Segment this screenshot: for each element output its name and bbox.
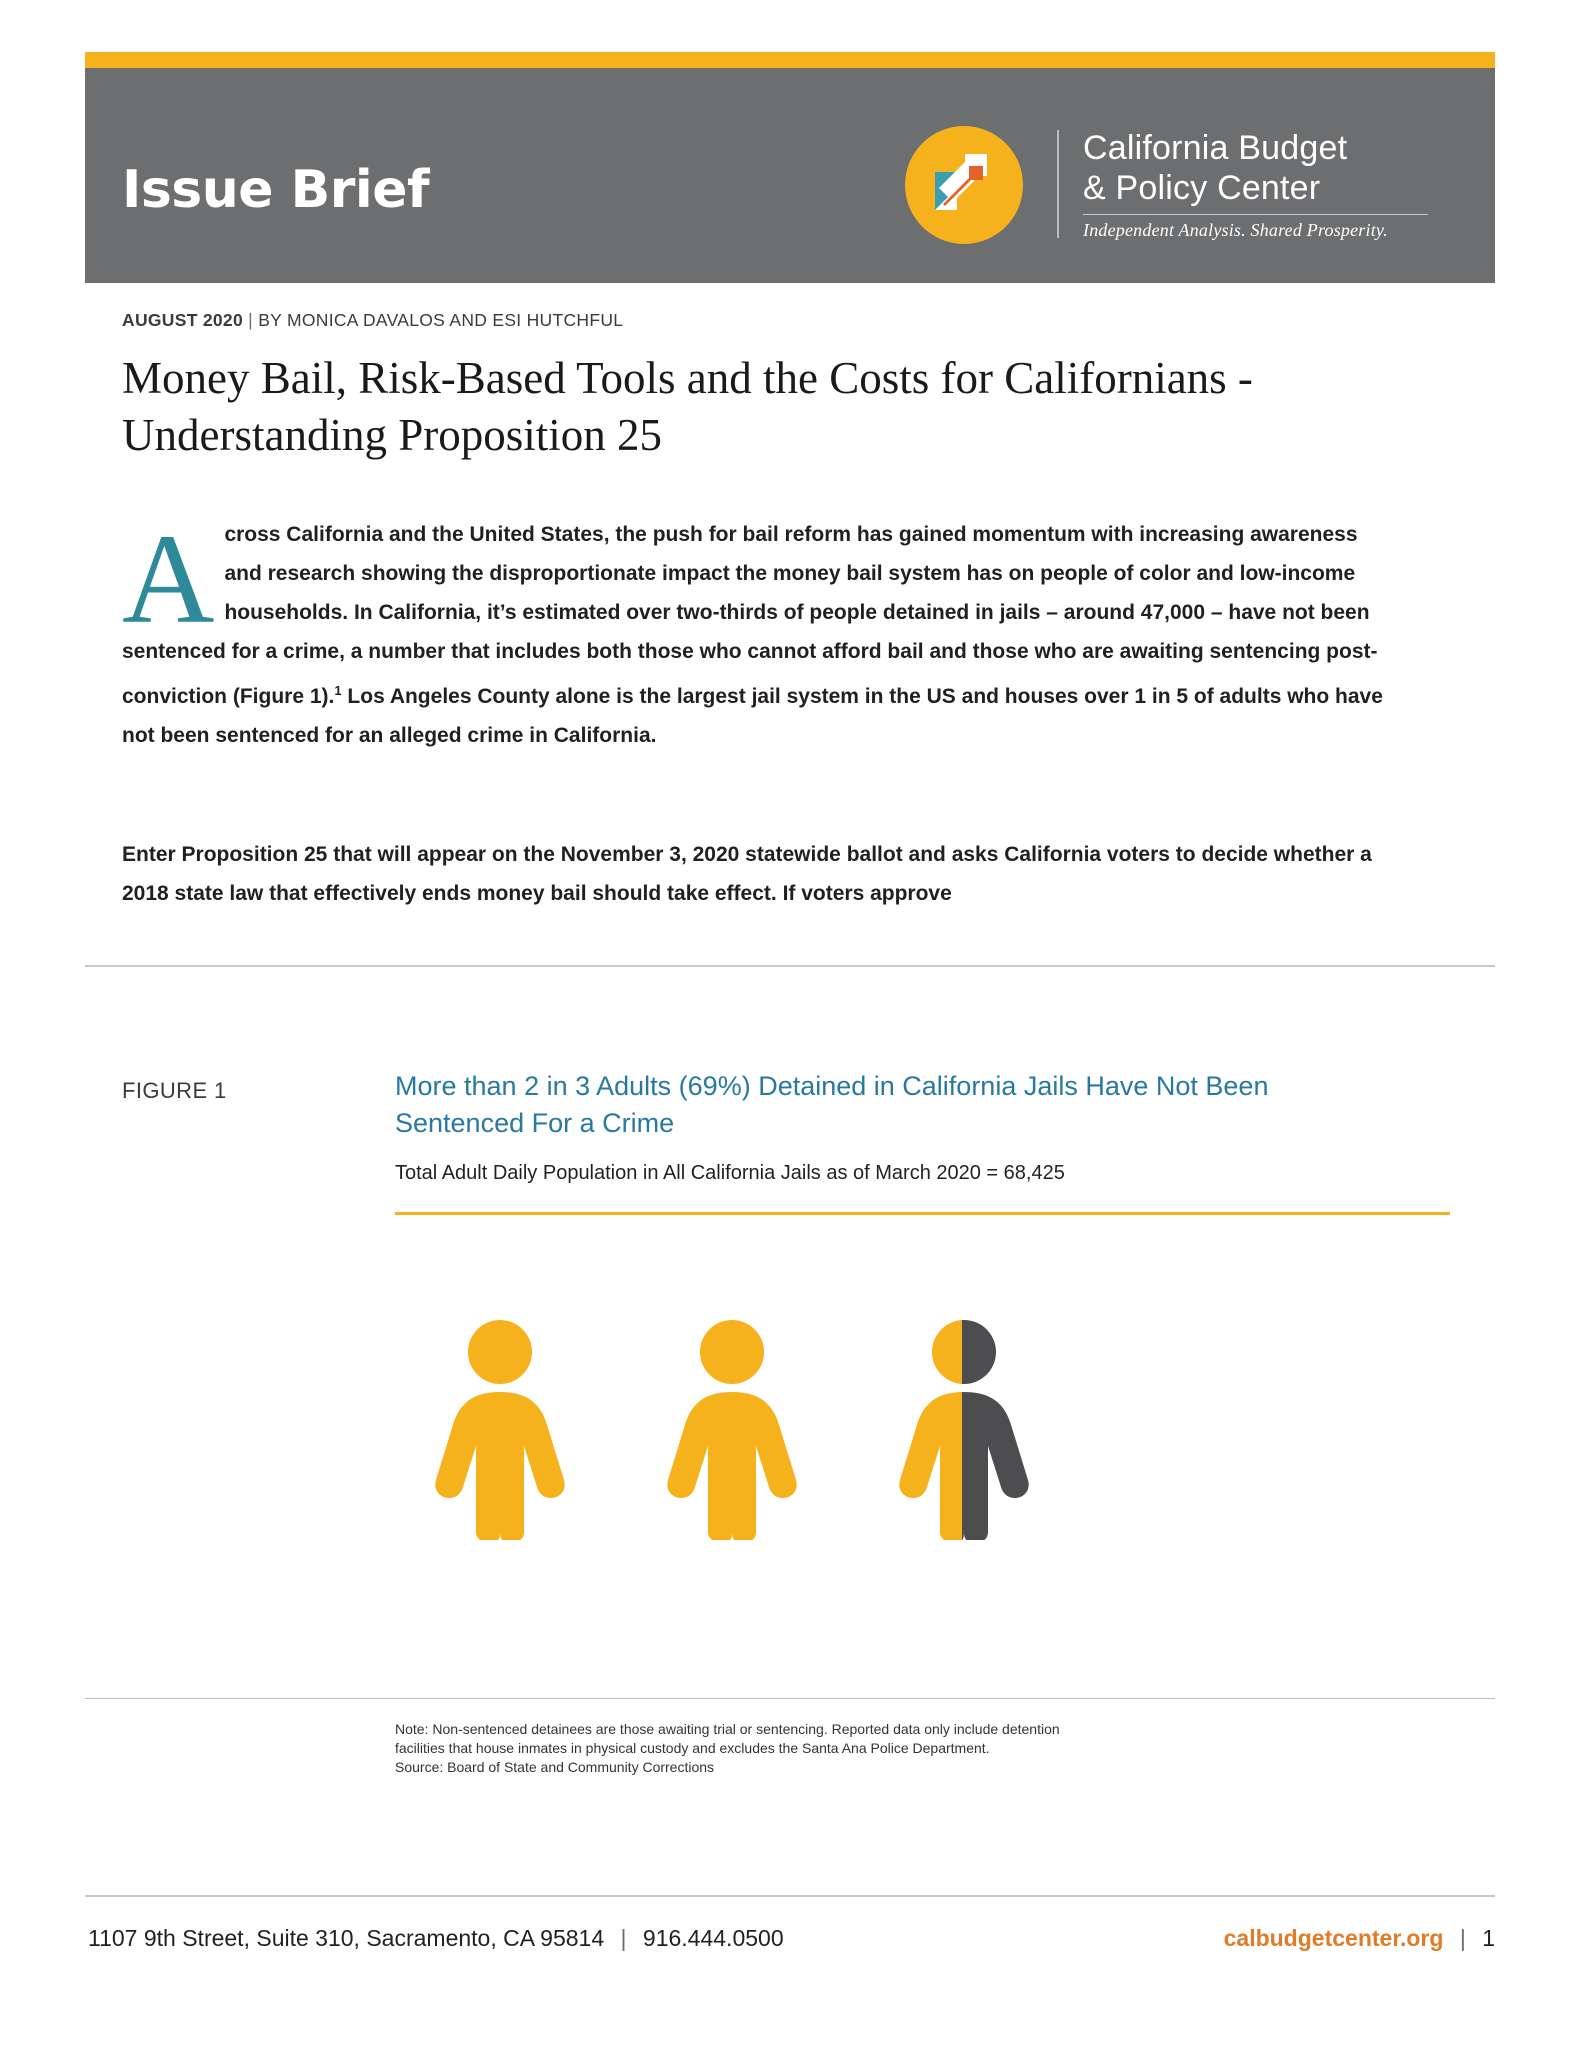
figure-label: FIGURE 1 [122, 1078, 227, 1103]
publication-date: AUGUST 2020 [122, 310, 243, 330]
logo-tagline-rule [1083, 214, 1428, 215]
pictogram-person-3 [899, 1320, 1028, 1540]
logo-divider [1057, 130, 1059, 238]
footer-separator-2: | [1459, 1925, 1466, 1951]
pictogram-person-2 [667, 1320, 796, 1540]
page-number: 1 [1482, 1925, 1495, 1951]
figure-subtitle: Total Adult Daily Population in All California Jails as of March 2020 = 68,425 [395, 1162, 1065, 1184]
footnote-marker: 1 [334, 683, 342, 698]
lede-text-main: cross California and the United States, the push for bail reform has gained momentum with increasing awareness and research showing the disproportionate impact the money bail system has on people of color and low-income households. In California, it’s estimated over two-thirds of people detained in jails – around 47,000 – have not been sentenced for a crime, a number that includes both those who cannot afford bail and those who are awaiting sentencing post-conviction (Figure 1). [122, 523, 1378, 708]
footer-divider [85, 1895, 1495, 1897]
logo-text-block [1083, 128, 1428, 241]
logo-tagline: Independent Analysis. Shared Prosperity. [1083, 220, 1388, 240]
body-paragraph-2: Enter Proposition 25 that will appear on the November 3, 2020 statewide ballot and asks California voters to decide whether a 2018 state law that effectively ends money bail should take effect. If voters approve [122, 843, 1372, 905]
byline-authors: BY MONICA DAVALOS AND ESI HUTCHFUL [258, 310, 624, 330]
figure-source-text: Source: Board of State and Community Corrections [395, 1759, 715, 1775]
footer-website-link[interactable]: calbudgetcenter.org [1223, 1925, 1444, 1951]
drop-cap: A [122, 508, 215, 650]
pictogram-chart [430, 1320, 1160, 1540]
figure-notes [395, 1720, 1075, 1777]
byline [122, 310, 623, 331]
footer-phone: 916.444.0500 [642, 1925, 784, 1951]
footer-contact [88, 1925, 784, 1952]
figure-note-text: Note: Non-sentenced detainees are those awaiting trial or sentencing. Reported data only include detention facilities that house inmates in physical custody and excludes the Santa Ana Police Department. [395, 1721, 1060, 1756]
footer-address: 1107 9th Street, Suite 310, Sacramento, CA 95814 [88, 1925, 605, 1951]
footer-separator-1: | [620, 1925, 627, 1951]
organization-logo [905, 118, 1445, 248]
lede-text-tail: Los Angeles County alone is the largest jail system in the US and houses over 1 in 5 of adults who have not been sentenced for an alleged crime in California. [122, 685, 1383, 747]
logo-org-line-2: & Policy Center [1083, 169, 1321, 207]
figure-title: More than 2 in 3 Adults (69%) Detained in California Jails Have Not Been Sentenced For a Crime [395, 1071, 1269, 1138]
figure-gold-rule [395, 1212, 1450, 1215]
byline-separator: | [248, 310, 254, 330]
page-title: Issue Brief [122, 160, 430, 220]
logo-org-line-1: California Budget [1083, 129, 1348, 167]
article-headline: Money Bail, Risk-Based Tools and the Costs for Californians - Understanding Proposition 25 [122, 353, 1253, 460]
header-gold-band [85, 52, 1495, 68]
lede-paragraph [122, 508, 1394, 755]
footer-meta [1224, 1925, 1495, 1952]
figure-bottom-divider [85, 1698, 1495, 1699]
pictogram-person-1 [435, 1320, 564, 1540]
cbp-logo-icon [905, 126, 1023, 244]
lede-paragraph-block [122, 508, 1394, 755]
figure-top-divider [85, 965, 1495, 967]
